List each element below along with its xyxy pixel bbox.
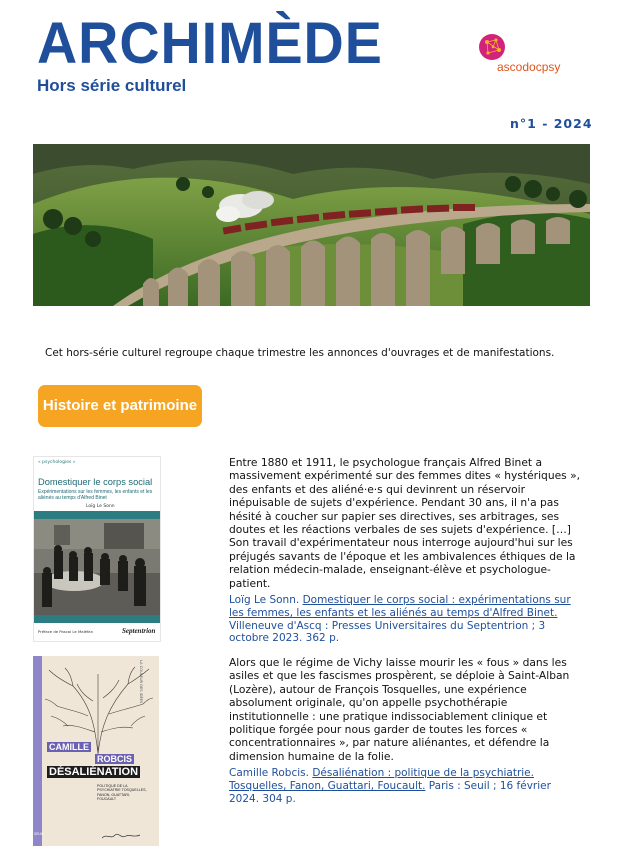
entry-summary: Entre 1880 et 1911, le psychologue français Alfred Binet a massivement expérimenté sur des femmes dites « hystériques », des enfants et des aliéné·e·s qui devinrent un réservoir inépuisable de sujets d'expérience. Pendant 30 ans, il n'a pas hésité à coucher sur papier ses directives, ses arbitrages, ses doutes et les réactions verbales de ses sujets d'expérience. […] Son travail d'expérimentateur nous interroge aujourd'hui sur les préjugés savants de l'époque et les ambivalences éthiques de la relation médecin-malade, enseignant-élève et psychologue-patient.	[229, 456, 581, 590]
entry-publication: Villeneuve d'Ascq : Presses Universitaires du Septentrion ; 3 octobre 2023. 362 p.	[229, 619, 546, 645]
cover-photo	[34, 511, 160, 623]
entry-reference	[229, 767, 581, 805]
entry-author: Loïg Le Sonn.	[229, 594, 300, 607]
entry-reference	[229, 594, 581, 645]
newsletter-title: ARCHIMÈDE	[37, 11, 383, 76]
cover-author-last: ROBCIS	[97, 754, 133, 764]
intro-text: Cet hors-série culturel regroupe chaque trimestre les annonces d'ouvrages et de manifestations.	[45, 347, 555, 359]
book-title-link[interactable]: Désaliénation : politique de la psychiatrie. Tosquelles, Fanon, Guattari, Foucault.	[229, 767, 534, 793]
book-cover-desalienation[interactable]	[33, 656, 159, 846]
book-title-link[interactable]: Domestiquer le corps social : expérimentations sur les femmes, les enfants et les aliénés au temps d'Alfred Binet.	[229, 594, 571, 619]
cover-publisher: Septentrion	[122, 627, 156, 635]
cover-author-first: CAMILLE	[49, 742, 89, 752]
entry-1	[229, 456, 581, 645]
cover-author: Loïg Le Sonn	[86, 504, 115, 509]
hero-image-viaduct-train	[33, 144, 590, 306]
cover-spine-strip	[33, 656, 42, 846]
entry-2	[229, 656, 581, 806]
cover-book-title: DÉSALIÉNATION	[49, 766, 139, 778]
cover-signature	[101, 826, 141, 845]
entry-summary: Alors que le régime de Vichy laisse mourir les « fous » dans les asiles et que les fascismes prospèrent, se déploie à Saint-Alban (Lozère), autour de François Tosquelles, une expérience absolument originale, qu'on appelle psychothérapie institutionnelle : une pratique indissociablement clinique et politique forgée pour nous garder de toutes les forces « concentrationnaires », par nature aliénantes, et défendre la dimension humaine de la folie.	[229, 656, 570, 763]
cover-spine-text: LA COULEUR DES IDÉES	[139, 660, 143, 704]
cover-publisher: SEUIL	[34, 832, 44, 836]
newsletter-subtitle: Hors série culturel	[37, 76, 187, 95]
book-cover-domestiquer[interactable]	[33, 456, 161, 642]
issue-number: n°1 - 2024	[510, 116, 593, 131]
cover-subtitle: Expérimentations sur les femmes, les enfants et les aliénés au temps d'Alfred Binet	[38, 489, 153, 501]
logo-wordmark: ascodocpsy	[497, 60, 561, 74]
entry-publication: Paris : Seuil ; 16 février 2024. 304 p.	[229, 780, 551, 805]
section-heading-histoire-patrimoine[interactable]: Histoire et patrimoine	[38, 385, 202, 427]
cover-book-subtitle: POLITIQUE DE LA PSYCHIATRIE TOSQUELLES, FANON, GUATTARI, FOUCAULT	[97, 784, 147, 802]
cover-title: Domestiquer le corps social	[38, 477, 153, 487]
cover-series: « psychologies »	[38, 460, 76, 465]
cover-preface: Préface de Pascal Le Maléfan	[38, 629, 94, 634]
entry-author: Camille Robcis.	[229, 767, 309, 780]
